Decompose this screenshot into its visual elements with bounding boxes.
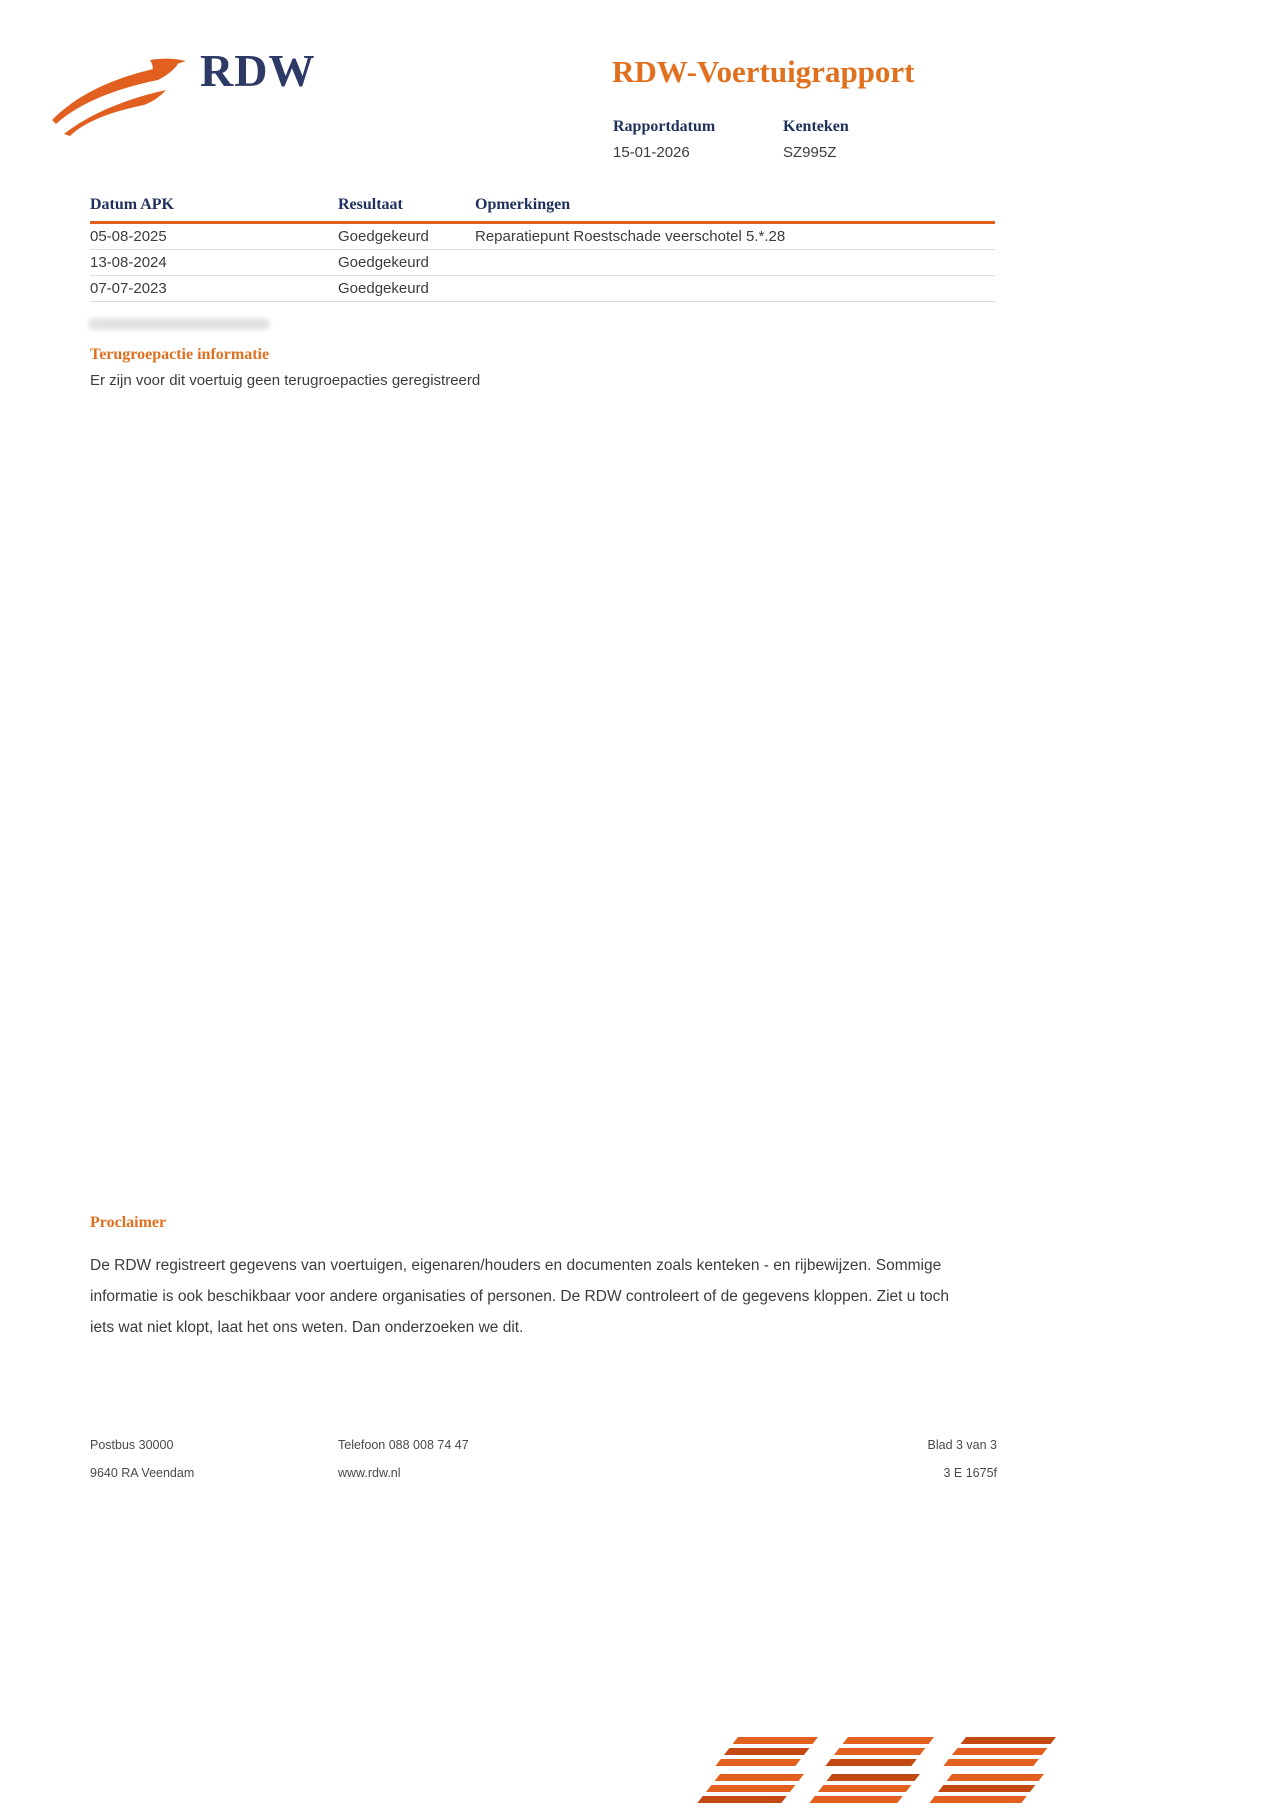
column-header-resultaat: Resultaat	[338, 196, 403, 213]
rdw-logo-wordmark: RDW	[200, 45, 316, 96]
apk-history-table	[90, 196, 995, 302]
column-header-datum-apk: Datum APK	[90, 196, 174, 213]
license-plate-label: Kenteken	[783, 118, 849, 135]
table-row	[90, 224, 995, 250]
report-date-block	[613, 118, 715, 162]
report-date-label: Rapportdatum	[613, 118, 716, 135]
report-date-value: 15-01-2026	[613, 144, 690, 161]
table-row	[90, 276, 995, 302]
cell-datum-apk: 07-07-2023	[90, 280, 167, 297]
footer-phone: Telefoon 088 008 74 47	[338, 1438, 469, 1452]
cell-resultaat: Goedgekeurd	[338, 254, 429, 271]
footer-address-block	[90, 1438, 194, 1494]
footer-page-indicator: Blad 3 van 3	[927, 1438, 997, 1452]
column-header-opmerkingen: Opmerkingen	[475, 196, 571, 213]
apk-table-header-row	[90, 196, 995, 224]
cell-datum-apk: 05-08-2025	[90, 228, 167, 245]
footer-page-block	[790, 1438, 997, 1494]
faded-text-artifact	[88, 318, 270, 330]
cell-datum-apk: 13-08-2024	[90, 254, 167, 271]
footer-city: 9640 RA Veendam	[90, 1466, 195, 1480]
page-title: RDW-Voertuigrapport	[612, 54, 915, 89]
recall-section-heading: Terugroepactie informatie	[90, 346, 270, 363]
recall-section-text: Er zijn voor dit voertuig geen terugroepacties geregistreerd	[90, 372, 481, 389]
footer-form-code: 3 E 1675f	[943, 1466, 997, 1480]
cell-resultaat: Goedgekeurd	[338, 228, 429, 245]
rdw-logo-swoosh-icon	[52, 58, 187, 141]
footer-postbus: Postbus 30000	[90, 1438, 174, 1452]
footer-contact-block	[338, 1438, 469, 1494]
footer-website: www.rdw.nl	[338, 1466, 401, 1480]
cell-opmerkingen: Reparatiepunt Roestschade veerschotel 5.*.28	[475, 228, 786, 245]
license-plate-value: SZ995Z	[783, 144, 837, 161]
proclaimer-heading: Proclaimer	[90, 1214, 167, 1231]
proclaimer-text: De RDW registreert gegevens van voertuigen, eigenaren/houders en documenten zoals kenteken - en rijbewijzen. Sommige informatie is ook beschikbaar voor andere organisaties of personen. De RDW controleert of de gegevens kloppen. Ziet u toch iets wat niet klopt, laat het ons weten. Dan onderzoeken we dit.	[90, 1257, 950, 1336]
table-row	[90, 250, 995, 276]
cell-resultaat: Goedgekeurd	[338, 280, 429, 297]
license-plate-block	[783, 118, 849, 162]
footer-stripes-graphic	[680, 1737, 1105, 1812]
